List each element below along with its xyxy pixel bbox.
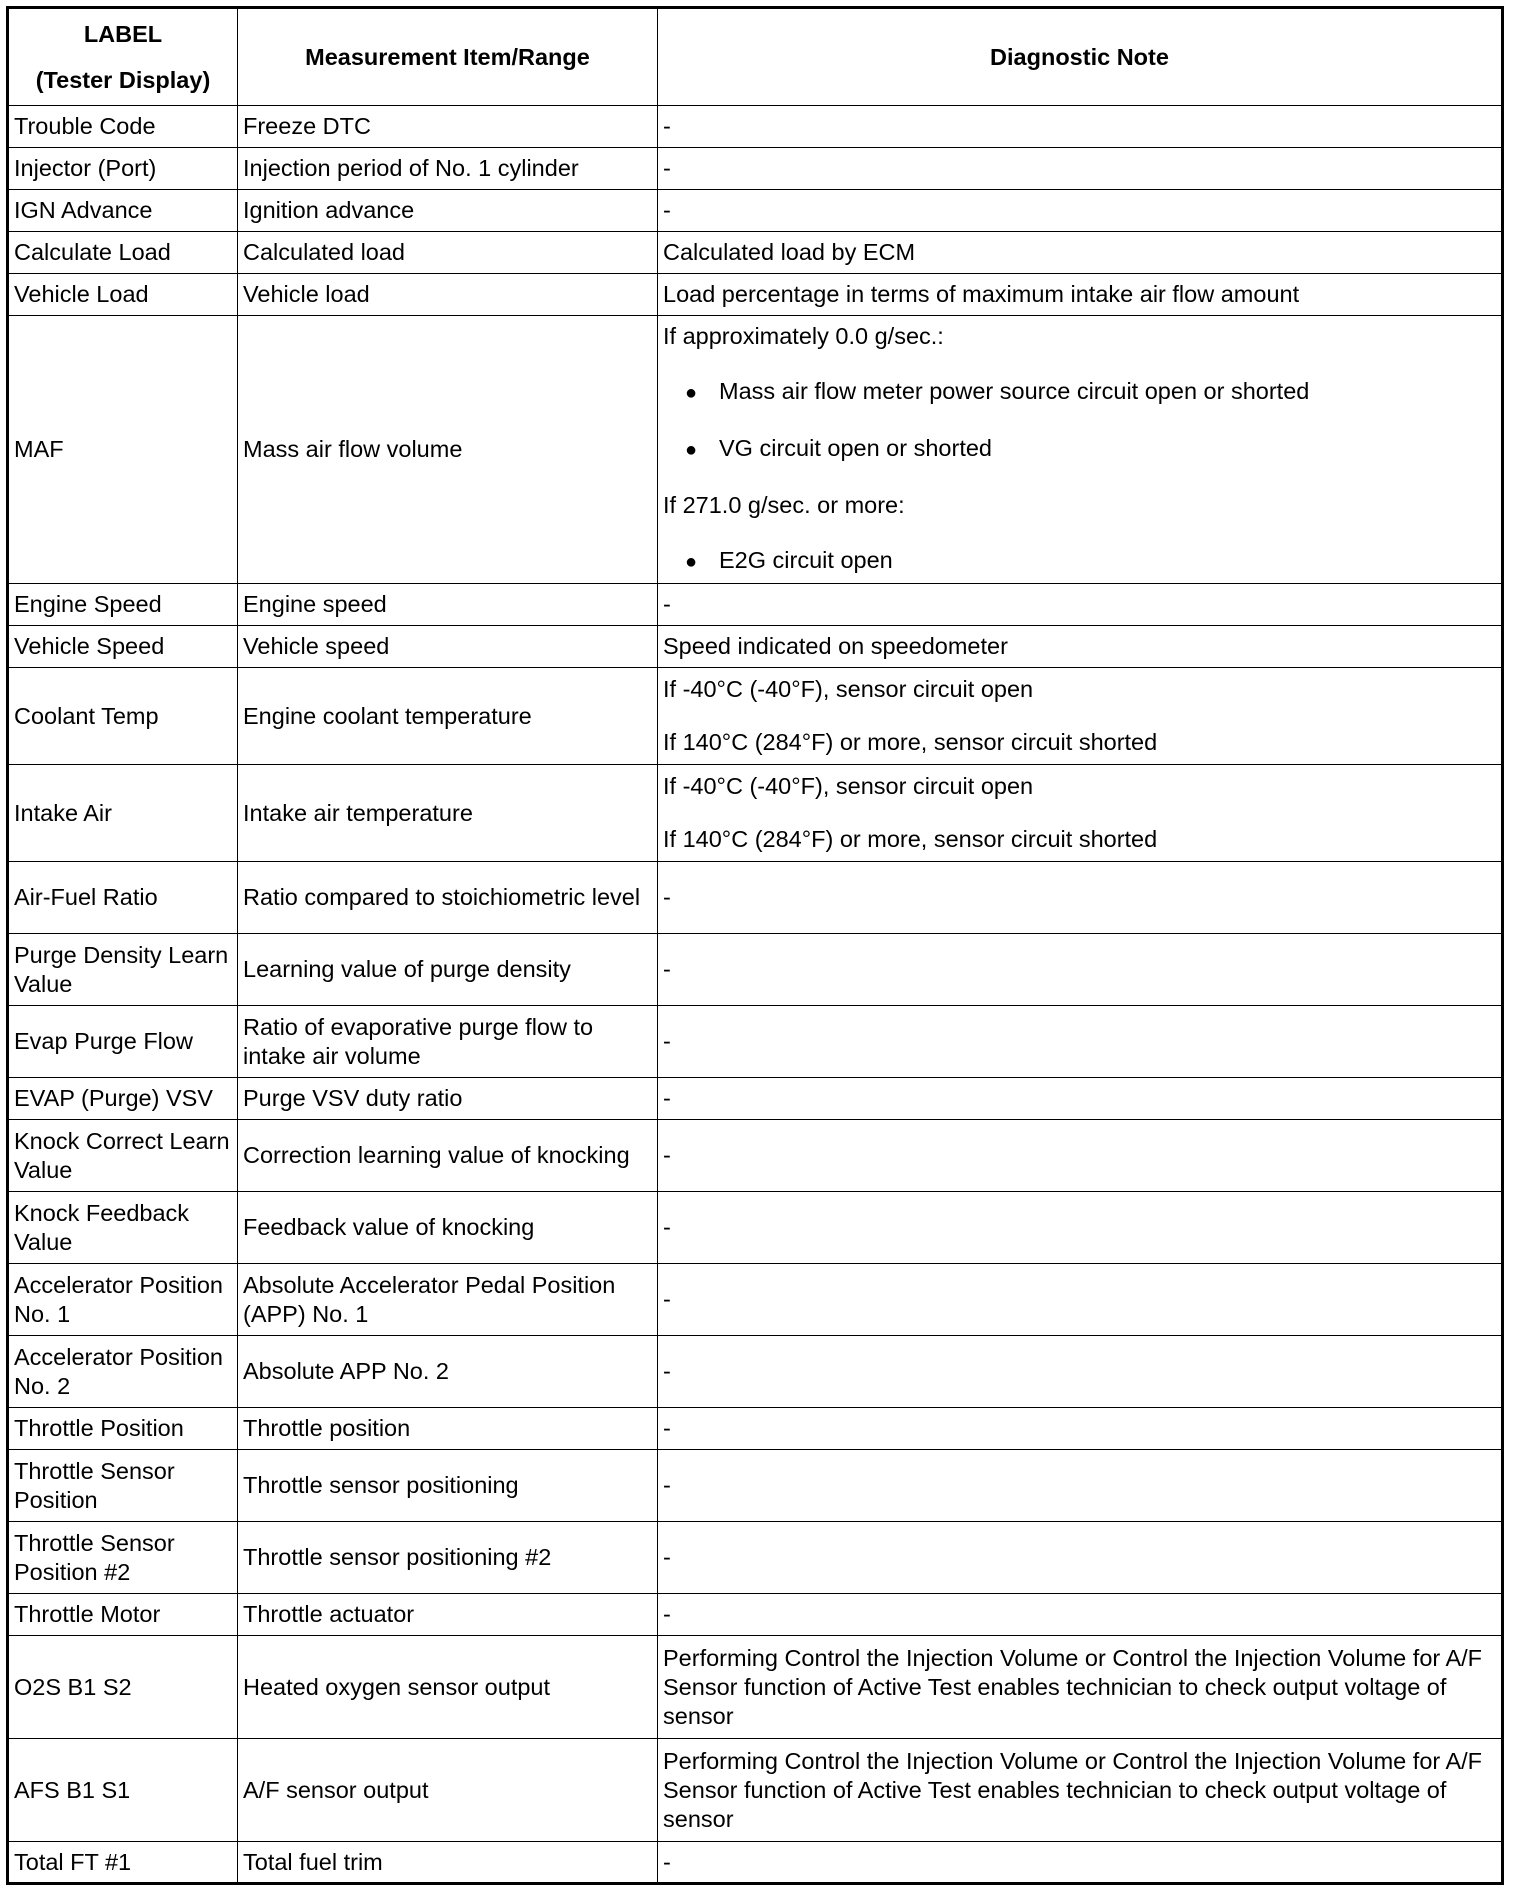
table-row xyxy=(8,1522,1503,1594)
note-condition: If -40°C (-40°F), sensor circuit open xyxy=(663,676,1034,702)
table-row xyxy=(8,1450,1503,1522)
row-item: Freeze DTC xyxy=(238,106,658,148)
row-note xyxy=(658,765,1503,862)
row-note: Load percentage in terms of maximum intake air flow amount xyxy=(658,274,1503,316)
row-note: - xyxy=(658,1842,1503,1884)
row-item: Feedback value of knocking xyxy=(238,1192,658,1264)
table-row xyxy=(8,1636,1503,1739)
header-label xyxy=(8,8,238,106)
row-item: Total fuel trim xyxy=(238,1842,658,1884)
row-note: - xyxy=(658,1006,1503,1078)
note-bullet: ● Mass air flow meter power source circuit open or shorted xyxy=(663,364,1496,421)
row-label: MAF xyxy=(8,316,238,584)
row-note: - xyxy=(658,1336,1503,1408)
row-note: - xyxy=(658,106,1503,148)
row-label: Knock Correct Learn Value xyxy=(8,1120,238,1192)
table-row xyxy=(8,1842,1503,1884)
table-row xyxy=(8,1006,1503,1078)
table-row xyxy=(8,862,1503,934)
row-item: Ratio compared to stoichiometric level xyxy=(238,862,658,934)
row-note: - xyxy=(658,862,1503,934)
row-label: Air-Fuel Ratio xyxy=(8,862,238,934)
table-row xyxy=(8,1739,1503,1842)
row-item: Purge VSV duty ratio xyxy=(238,1078,658,1120)
row-item: Throttle position xyxy=(238,1408,658,1450)
row-item: Vehicle speed xyxy=(238,626,658,668)
row-item: Calculated load xyxy=(238,232,658,274)
row-label: Total FT #1 xyxy=(8,1842,238,1884)
row-label: Knock Feedback Value xyxy=(8,1192,238,1264)
table-row xyxy=(8,1408,1503,1450)
row-label: Intake Air xyxy=(8,765,238,862)
row-note: - xyxy=(658,1192,1503,1264)
table-row xyxy=(8,1336,1503,1408)
table-row xyxy=(8,316,1503,584)
row-note: - xyxy=(658,584,1503,626)
row-label: Purge Density Learn Value xyxy=(8,934,238,1006)
table-row xyxy=(8,1264,1503,1336)
row-label: Vehicle Speed xyxy=(8,626,238,668)
row-label: EVAP (Purge) VSV xyxy=(8,1078,238,1120)
row-label: IGN Advance xyxy=(8,190,238,232)
row-item: Intake air temperature xyxy=(238,765,658,862)
row-label: Trouble Code xyxy=(8,106,238,148)
note-condition: If 271.0 g/sec. or more: xyxy=(663,492,905,518)
row-note: Performing Control the Injection Volume or Control the Injection Volume for A/F Sensor function of Active Test enables technician to check output voltage of sensor xyxy=(658,1739,1503,1842)
row-label: O2S B1 S2 xyxy=(8,1636,238,1739)
row-label: Engine Speed xyxy=(8,584,238,626)
table-row xyxy=(8,1192,1503,1264)
row-item: Throttle sensor positioning xyxy=(238,1450,658,1522)
row-item: Engine speed xyxy=(238,584,658,626)
table-row xyxy=(8,1594,1503,1636)
table-row xyxy=(8,148,1503,190)
row-item: Absolute Accelerator Pedal Position (APP) No. 1 xyxy=(238,1264,658,1336)
row-item: Mass air flow volume xyxy=(238,316,658,584)
row-item: Learning value of purge density xyxy=(238,934,658,1006)
row-label: Throttle Sensor Position xyxy=(8,1450,238,1522)
row-note: - xyxy=(658,1522,1503,1594)
row-note: - xyxy=(658,190,1503,232)
table-row xyxy=(8,1078,1503,1120)
table-row xyxy=(8,106,1503,148)
table-row xyxy=(8,668,1503,765)
data-list-table xyxy=(6,6,1504,1885)
row-label: Calculate Load xyxy=(8,232,238,274)
note-condition: If 140°C (284°F) or more, sensor circuit shorted xyxy=(663,826,1158,852)
row-label: Throttle Motor xyxy=(8,1594,238,1636)
table-row xyxy=(8,274,1503,316)
note-bullet: ● E2G circuit open xyxy=(663,533,1496,583)
row-label: Throttle Position xyxy=(8,1408,238,1450)
header-measurement: Measurement Item/Range xyxy=(238,8,658,106)
table-row xyxy=(8,1120,1503,1192)
row-note: Speed indicated on speedometer xyxy=(658,626,1503,668)
table-row xyxy=(8,765,1503,862)
note-condition: If -40°C (-40°F), sensor circuit open xyxy=(663,773,1034,799)
row-note: - xyxy=(658,1450,1503,1522)
row-label: AFS B1 S1 xyxy=(8,1739,238,1842)
table-row xyxy=(8,190,1503,232)
row-item: A/F sensor output xyxy=(238,1739,658,1842)
note-bullet: ● VG circuit open or shorted xyxy=(663,421,1496,478)
row-label: Accelerator Position No. 2 xyxy=(8,1336,238,1408)
row-note: Calculated load by ECM xyxy=(658,232,1503,274)
row-label: Vehicle Load xyxy=(8,274,238,316)
row-label: Injector (Port) xyxy=(8,148,238,190)
header-note: Diagnostic Note xyxy=(658,8,1503,106)
table-row xyxy=(8,626,1503,668)
row-item: Throttle sensor positioning #2 xyxy=(238,1522,658,1594)
row-note: - xyxy=(658,1594,1503,1636)
row-note: - xyxy=(658,1120,1503,1192)
row-item: Ratio of evaporative purge flow to intake air volume xyxy=(238,1006,658,1078)
row-note: - xyxy=(658,934,1503,1006)
table-row xyxy=(8,934,1503,1006)
row-label: Coolant Temp xyxy=(8,668,238,765)
table-row xyxy=(8,584,1503,626)
row-label: Evap Purge Flow xyxy=(8,1006,238,1078)
row-item: Engine coolant temperature xyxy=(238,668,658,765)
row-note: - xyxy=(658,1264,1503,1336)
row-item: Absolute APP No. 2 xyxy=(238,1336,658,1408)
row-label: Accelerator Position No. 1 xyxy=(8,1264,238,1336)
row-note xyxy=(658,668,1503,765)
note-condition: If approximately 0.0 g/sec.: xyxy=(663,323,944,349)
row-item: Vehicle load xyxy=(238,274,658,316)
note-condition: If 140°C (284°F) or more, sensor circuit shorted xyxy=(663,729,1158,755)
row-note: - xyxy=(658,1078,1503,1120)
row-item: Throttle actuator xyxy=(238,1594,658,1636)
header-label-line2: (Tester Display) xyxy=(35,67,211,93)
row-item: Injection period of No. 1 cylinder xyxy=(238,148,658,190)
row-item: Heated oxygen sensor output xyxy=(238,1636,658,1739)
header-row xyxy=(8,8,1503,106)
row-note xyxy=(658,316,1503,584)
table-row xyxy=(8,232,1503,274)
row-item: Correction learning value of knocking xyxy=(238,1120,658,1192)
row-note: - xyxy=(658,1408,1503,1450)
header-label-line1: LABEL xyxy=(83,21,163,47)
row-note: Performing Control the Injection Volume or Control the Injection Volume for A/F Sensor function of Active Test enables technician to check output voltage of sensor xyxy=(658,1636,1503,1739)
row-item: Ignition advance xyxy=(238,190,658,232)
row-note: - xyxy=(658,148,1503,190)
row-label: Throttle Sensor Position #2 xyxy=(8,1522,238,1594)
